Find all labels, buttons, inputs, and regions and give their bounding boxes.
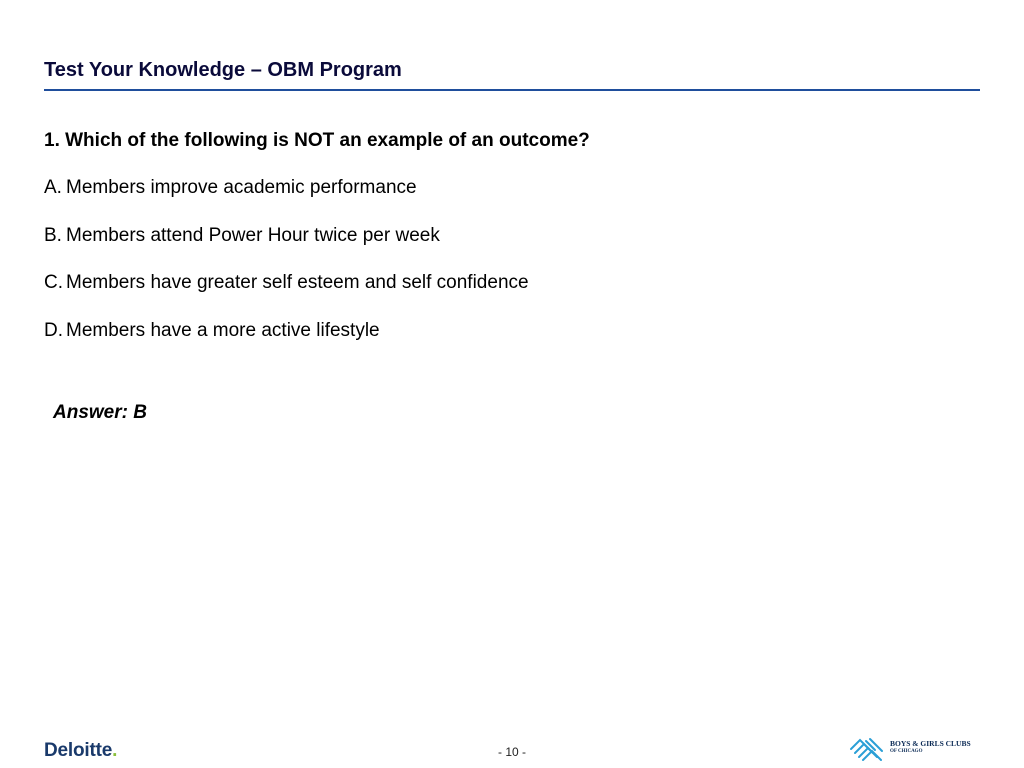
option-text: Members have a more active lifestyle (66, 319, 380, 341)
title-underline (44, 89, 980, 91)
option-letter: A. (44, 177, 62, 198)
option-text: Members attend Power Hour twice per week (66, 224, 440, 246)
bgc-logo-name: BOYS & GIRLS CLUBS (890, 739, 971, 748)
option-letter: D. (44, 319, 63, 341)
bgc-hands-icon (848, 735, 886, 761)
deloitte-logo-text: Deloitte (44, 740, 113, 761)
option-letter: C. (44, 272, 63, 293)
bgc-logo-subtitle: OF CHICAGO (890, 749, 923, 754)
slide-title: Test Your Knowledge – OBM Program (44, 59, 402, 81)
page-number: - 10 - (497, 745, 526, 759)
option-letter: B. (44, 224, 62, 246)
option-text: Members have greater self esteem and self confidence (66, 272, 529, 293)
answer-text: Answer: B (53, 402, 147, 423)
boys-girls-clubs-logo (848, 735, 971, 761)
question-text: 1. Which of the following is NOT an example of an outcome? (44, 130, 590, 151)
option-text: Members improve academic performance (66, 177, 417, 198)
deloitte-logo-dot: . (112, 740, 118, 761)
